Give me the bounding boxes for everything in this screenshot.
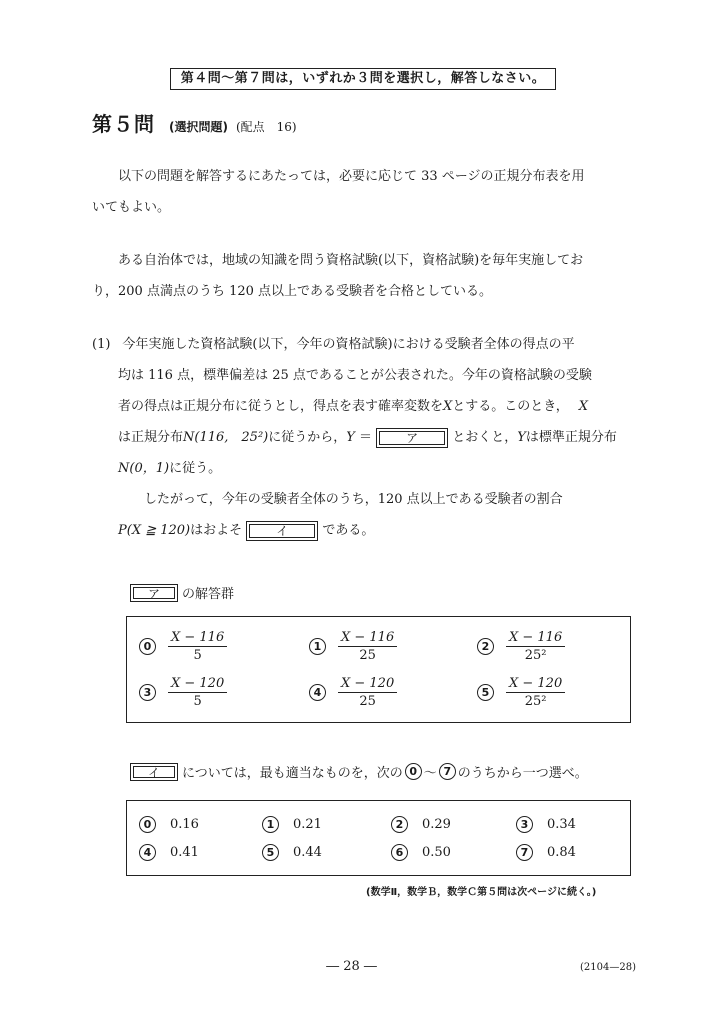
page-number: ― 28 ― [326, 959, 377, 974]
choice-i-4[interactable]: 4 0.41 [139, 844, 199, 861]
choice-mark: 2 [477, 638, 494, 655]
answer-box-i[interactable]: イ [246, 521, 318, 541]
choice-i-0[interactable]: 0 0.16 [139, 816, 199, 833]
choice-a-1[interactable]: 1 $\frac{X - 116}{25}$ [309, 630, 397, 663]
part1-line-6: したがって，今年の受験者全体のうち，120 点以上である受験者の割合 [144, 492, 563, 507]
answer-box-a[interactable]: ア [376, 428, 448, 448]
choice-mark: 7 [516, 844, 533, 861]
part1-line-4: は正規分布N(116, 25²)に従うから，Y ＝ ア とおくと，Yは標準正規分布 [92, 422, 632, 453]
part1-line-1: (1) 今年実施した資格試験(以下，今年の資格試験)における受験者全体の得点の平 [92, 337, 575, 352]
choice-mark: 3 [139, 684, 156, 701]
part1-line-2: 均は 116 点，標準偏差は 25 点であることが公表された。今年の資格試験の受験 [118, 368, 592, 383]
choice-mark: 4 [309, 684, 326, 701]
choice-a-4[interactable]: 4 $\frac{X - 120}{25}$ [309, 676, 397, 709]
instruction-i: イ については，最も適当なものを，次の 0 ～ 7 のうちから一つ選べ。 [130, 762, 588, 781]
intro-line-1: 以下の問題を解答するにあたっては，必要に応じて 33 ページの正規分布表を用 [118, 169, 585, 184]
normal-dist: N(116, 25²) [183, 430, 269, 445]
choice-a-0[interactable]: 0 $\frac{X - 116}{5}$ [139, 630, 227, 663]
choice-i-7[interactable]: 7 0.84 [516, 844, 576, 861]
part1-line-7: P(X ≧ 120)はおよそ イ である。 [92, 515, 632, 546]
choice-mark: 2 [391, 816, 408, 833]
answer-group-box-a: ア [130, 584, 178, 602]
range-to-mark: 7 [439, 763, 456, 780]
choice-i-2[interactable]: 2 0.29 [391, 816, 451, 833]
choice-mark: 1 [262, 816, 279, 833]
choice-mark: 4 [139, 844, 156, 861]
context-line-2: り，200 点満点のうち 120 点以上である受験者を合格としている。 [92, 284, 493, 299]
question-type: (選択問題) [169, 120, 228, 134]
context-line-1: ある自治体では，地域の知識を問う資格試験(以下，資格試験)を毎年実施してお [118, 253, 584, 268]
choice-mark: 5 [262, 844, 279, 861]
choice-mark: 3 [516, 816, 533, 833]
choice-a-5[interactable]: 5 $\frac{X - 120}{\text{25²}}$ [477, 676, 565, 709]
continue-note: (数学Ⅱ，数学Ｂ，数学Ｃ第５問は次ページに続く。) [366, 887, 597, 898]
part1-label: (1) [92, 337, 111, 352]
range-from-mark: 0 [405, 763, 422, 780]
choice-i-1[interactable]: 1 0.21 [262, 816, 322, 833]
choices-a-box [126, 616, 631, 723]
choice-mark: 6 [391, 844, 408, 861]
choice-i-3[interactable]: 3 0.34 [516, 816, 576, 833]
choice-mark: 1 [309, 638, 326, 655]
probability-expr: P(X ≧ 120) [118, 523, 191, 538]
question-header [92, 108, 297, 137]
question-points: (配点 16) [235, 120, 297, 134]
selection-notice: 第４問～第７問は，いずれか３問を選択し，解答しなさい。 [170, 68, 556, 90]
choice-mark: 5 [477, 684, 494, 701]
choice-i-5[interactable]: 5 0.44 [262, 844, 322, 861]
instruction-box-i: イ [130, 763, 178, 781]
part1-line-3: 者の得点は正規分布に従うとし，得点を表す確率変数をXとする。このとき， X [118, 399, 589, 414]
page-code: (2104—28) [580, 962, 636, 973]
choice-a-2[interactable]: 2 $\frac{X - 116}{\text{25²}}$ [477, 630, 565, 663]
choice-a-3[interactable]: 3 $\frac{X - 120}{5}$ [139, 676, 227, 709]
choice-mark: 0 [139, 816, 156, 833]
choices-i-box [126, 800, 631, 876]
standard-normal: N(0，1) [118, 461, 170, 476]
answer-group-heading: ア の解答群 [130, 583, 234, 602]
question-title: 第５問 [92, 112, 155, 136]
intro-line-2: いてもよい。 [92, 200, 171, 215]
choice-i-6[interactable]: 6 0.50 [391, 844, 451, 861]
choice-mark: 0 [139, 638, 156, 655]
part1-line-5: N(0，1)に従う。 [118, 461, 222, 476]
